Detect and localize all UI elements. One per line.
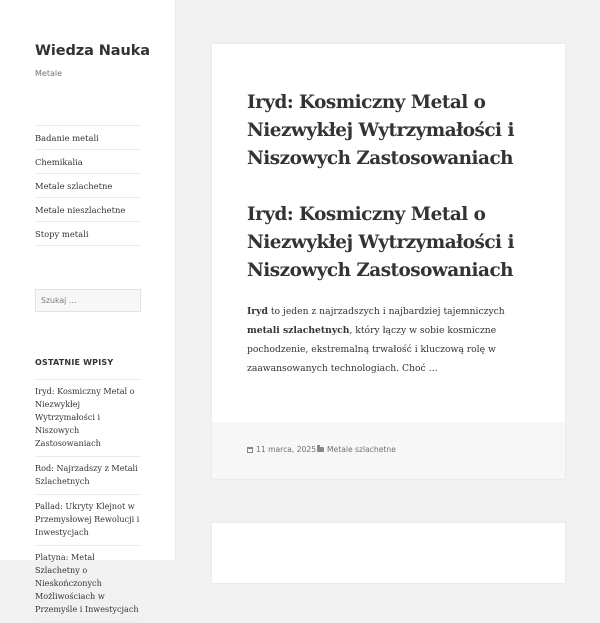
sidebar (0, 0, 176, 614)
post-card (212, 44, 565, 479)
main-menu (35, 125, 141, 246)
site-description: Metale (35, 69, 63, 78)
excerpt-text-2: , który łączy w sobie kosmiczne pochodzenie, ekstremalną trwałość i kluczową rolę w zaawansowanych technologiach. Choć … (247, 325, 497, 374)
post-title-link[interactable]: Iryd: Kosmiczny Metal o Niezwykłej Wytrzymałości i Niszowych Zastosowaniach (247, 92, 514, 169)
calendar-icon (247, 447, 253, 453)
post-inner-heading: Iryd: Kosmiczny Metal o Niezwykłej Wytrzymałości i Niszowych Zastosowaniach (247, 204, 514, 281)
recent-post-link[interactable]: Iryd: Kosmiczny Metal o Niezwykłej Wytrzymałości i Niszowych Zastosowaniach (35, 380, 141, 457)
post-excerpt (247, 302, 537, 378)
recent-post-link[interactable]: Pallad: Ukryty Klejnot w Przemysłowej Rewolucji i Inwestycjach (35, 495, 141, 546)
post-date (247, 445, 316, 454)
post-category (317, 445, 396, 454)
menu-item-chemikalia[interactable]: Chemikalia (35, 150, 141, 174)
menu-item-metale-szlachetne[interactable]: Metale szlachetne (35, 174, 141, 198)
menu-item-stopy-metali[interactable]: Stopy metali (35, 222, 141, 246)
post-footer (212, 422, 565, 479)
excerpt-strong-metale: metali szlachetnych (247, 325, 350, 336)
search-input[interactable] (35, 289, 141, 312)
menu-item-metale-nieszlachetne[interactable]: Metale nieszlachetne (35, 198, 141, 222)
recent-posts-title: OSTATNIE WPISY (35, 358, 114, 367)
site-title[interactable]: Wiedza Nauka (35, 43, 150, 59)
recent-post-link[interactable]: Rod: Najrzadszy z Metali Szlachetnych (35, 457, 141, 495)
excerpt-text-1: to jeden z najrzadszych i najbardziej tajemniczych (267, 306, 505, 317)
post-date-link[interactable]: 11 marca, 2025 (256, 445, 317, 454)
folder-icon (317, 447, 324, 452)
excerpt-strong-iryd: Iryd (247, 306, 268, 317)
recent-post-link[interactable]: Platyna: Metal Szlachetny o Nieskończonych Możliwościach w Przemyśle i Inwestycjach (35, 546, 141, 623)
post-category-link[interactable]: Metale szlachetne (327, 445, 396, 454)
next-post-card (212, 523, 565, 583)
recent-posts-list (35, 379, 141, 623)
menu-item-badanie-metali[interactable]: Badanie metali (35, 126, 141, 150)
